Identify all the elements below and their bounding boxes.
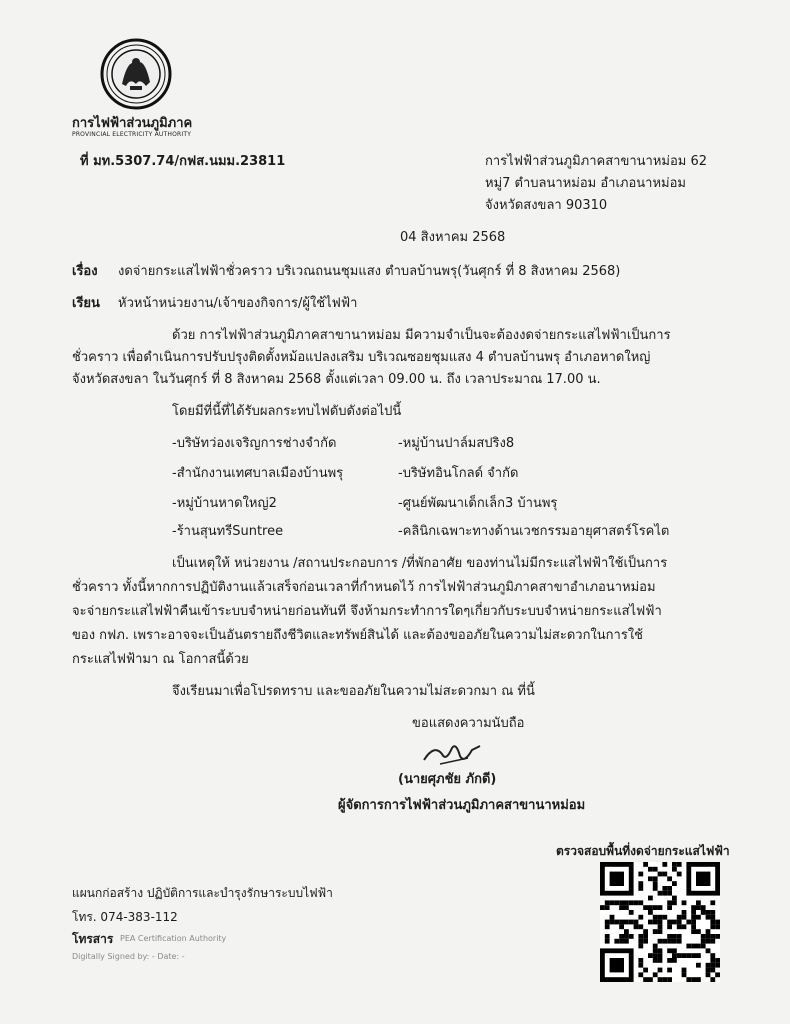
footer-department: แผนกก่อสร้าง ปฏิบัติการและบำรุงรักษาระบบไฟฟ้า — [72, 886, 333, 900]
signer-title: ผู้จัดการการไฟฟ้าส่วนภูมิภาคสาขานาหม่อม — [338, 798, 586, 813]
affected-right-4: -คลินิกเฉพาะทางด้านเวชกรรมอายุศาสตร์โรคไต — [398, 524, 670, 539]
affected-right-1: -หมู่บ้านปาล์มสปริง8 — [398, 436, 515, 451]
affected-left-1: -บริษัทว่องเจริญการช่างจำกัด — [172, 436, 337, 451]
pea-logo-icon — [100, 38, 172, 110]
recipient-text: หัวหน้าหน่วยงาน/เจ้าของกิจการ/ผู้ใช้ไฟฟ้า — [118, 296, 358, 311]
qr-code-icon[interactable] — [600, 862, 720, 982]
paragraph-2-line-3: จะจ่ายกระแสไฟฟ้าคืนเข้าระบบจำหน่ายก่อนทันที จึงห้ามกระทำการใดๆเกี่ยวกับระบบจำหน่ายกระแสไฟฟ้า — [72, 604, 662, 619]
footer-fax-label: โทรสาร — [72, 932, 114, 946]
paragraph-1-line-1: ด้วย การไฟฟ้าส่วนภูมิภาคสาขานาหม่อม มีความจำเป็นจะต้องงดจ่ายกระแสไฟฟ้าเป็นการ — [172, 328, 671, 343]
affected-intro: โดยมีที่นี้ที่ได้รับผลกระทบไฟดับดังต่อไปนี้ — [172, 404, 402, 419]
paragraph-1-line-3: จังหวัดสงขลา ในวันศุกร์ ที่ 8 สิงหาคม 2568 ตั้งแต่เวลา 09.00 น. ถึง เวลาประมาณ 17.00 น. — [72, 372, 601, 387]
subject-text: งดจ่ายกระแสไฟฟ้าชั่วคราว บริเวณถนนชุมแสง ตำบลบ้านพรุ(วันศุกร์ ที่ 8 สิงหาคม 2568) — [118, 264, 621, 279]
address-line-1: การไฟฟ้าส่วนภูมิภาคสาขานาหม่อม 62 — [485, 154, 708, 169]
affected-left-4: -ร้านสุนทรีSuntree — [172, 524, 284, 539]
reference-number: ที่ มท.5307.74/กฟส.นมม.23811 — [80, 154, 286, 169]
org-name-thai: การไฟฟ้าส่วนภูมิภาค — [72, 116, 193, 131]
affected-left-2: -สำนักงานเทศบาลเมืองบ้านพรุ — [172, 466, 344, 481]
org-name-english: PROVINCIAL ELECTRICITY AUTHORITY — [72, 131, 192, 138]
address-line-2: หมู่7 ตำบลนาหม่อม อำเภอนาหม่อม — [485, 176, 686, 191]
affected-right-3: -ศูนย์พัฒนาเด็กเล็ก3 บ้านพรุ — [398, 496, 558, 511]
affected-left-3: -หมู่บ้านหาดใหญ่2 — [172, 496, 277, 511]
handwritten-signature — [420, 738, 484, 768]
certification-authority: PEA Certification Authority — [120, 934, 227, 943]
paragraph-1-line-2: ชั่วคราว เพื่อดำเนินการปรับปรุงติดตั้งหม้อแปลงเสริม บริเวณซอยชุมแสง 4 ตำบลบ้านพรุ อำเภอหาดใหญ่ — [72, 350, 651, 365]
paragraph-2-line-5: กระแสไฟฟ้ามา ณ โอกาสนี้ด้วย — [72, 652, 249, 667]
subject-label: เรื่อง — [72, 264, 98, 279]
digital-signature-note: Digitally Signed by: - Date: - — [72, 952, 185, 961]
paragraph-2-line-4: ของ กฟภ. เพราะอาจจะเป็นอันตรายถึงชีวิตและทรัพย์สินได้ และต้องขออภัยในความไม่สะดวกในการใช้ — [72, 628, 643, 643]
paragraph-3: จึงเรียนมาเพื่อโปรดทราบ และขออภัยในความไม่สะดวกมา ณ ที่นี้ — [172, 684, 535, 699]
letter-date: 04 สิงหาคม 2568 — [400, 230, 506, 245]
footer-telephone: โทร. 074-383-112 — [72, 910, 178, 924]
signer-name: (นายศุภชัย ภักดี) — [398, 772, 497, 787]
affected-right-2: -บริษัทอินโกลด์ จำกัด — [398, 466, 519, 481]
paragraph-2-line-1: เป็นเหตุให้ หน่วยงาน /สถานประกอบการ /ที่พักอาศัย ของท่านไม่มีกระแสไฟฟ้าใช้เป็นการ — [172, 556, 668, 571]
address-line-3: จังหวัดสงขลา 90310 — [485, 198, 608, 213]
closing: ขอแสดงความนับถือ — [412, 716, 525, 731]
qr-caption: ตรวจสอบพื้นที่งดจ่ายกระแสไฟฟ้า — [556, 844, 730, 858]
paragraph-2-line-2: ชั่วคราว ทั้งนี้หากการปฏิบัติงานแล้วเสร็จก่อนเวลาที่กำหนดไว้ การไฟฟ้าส่วนภูมิภาคสาขาอำเภอนาหม่อม — [72, 580, 656, 595]
recipient-label: เรียน — [72, 296, 100, 311]
